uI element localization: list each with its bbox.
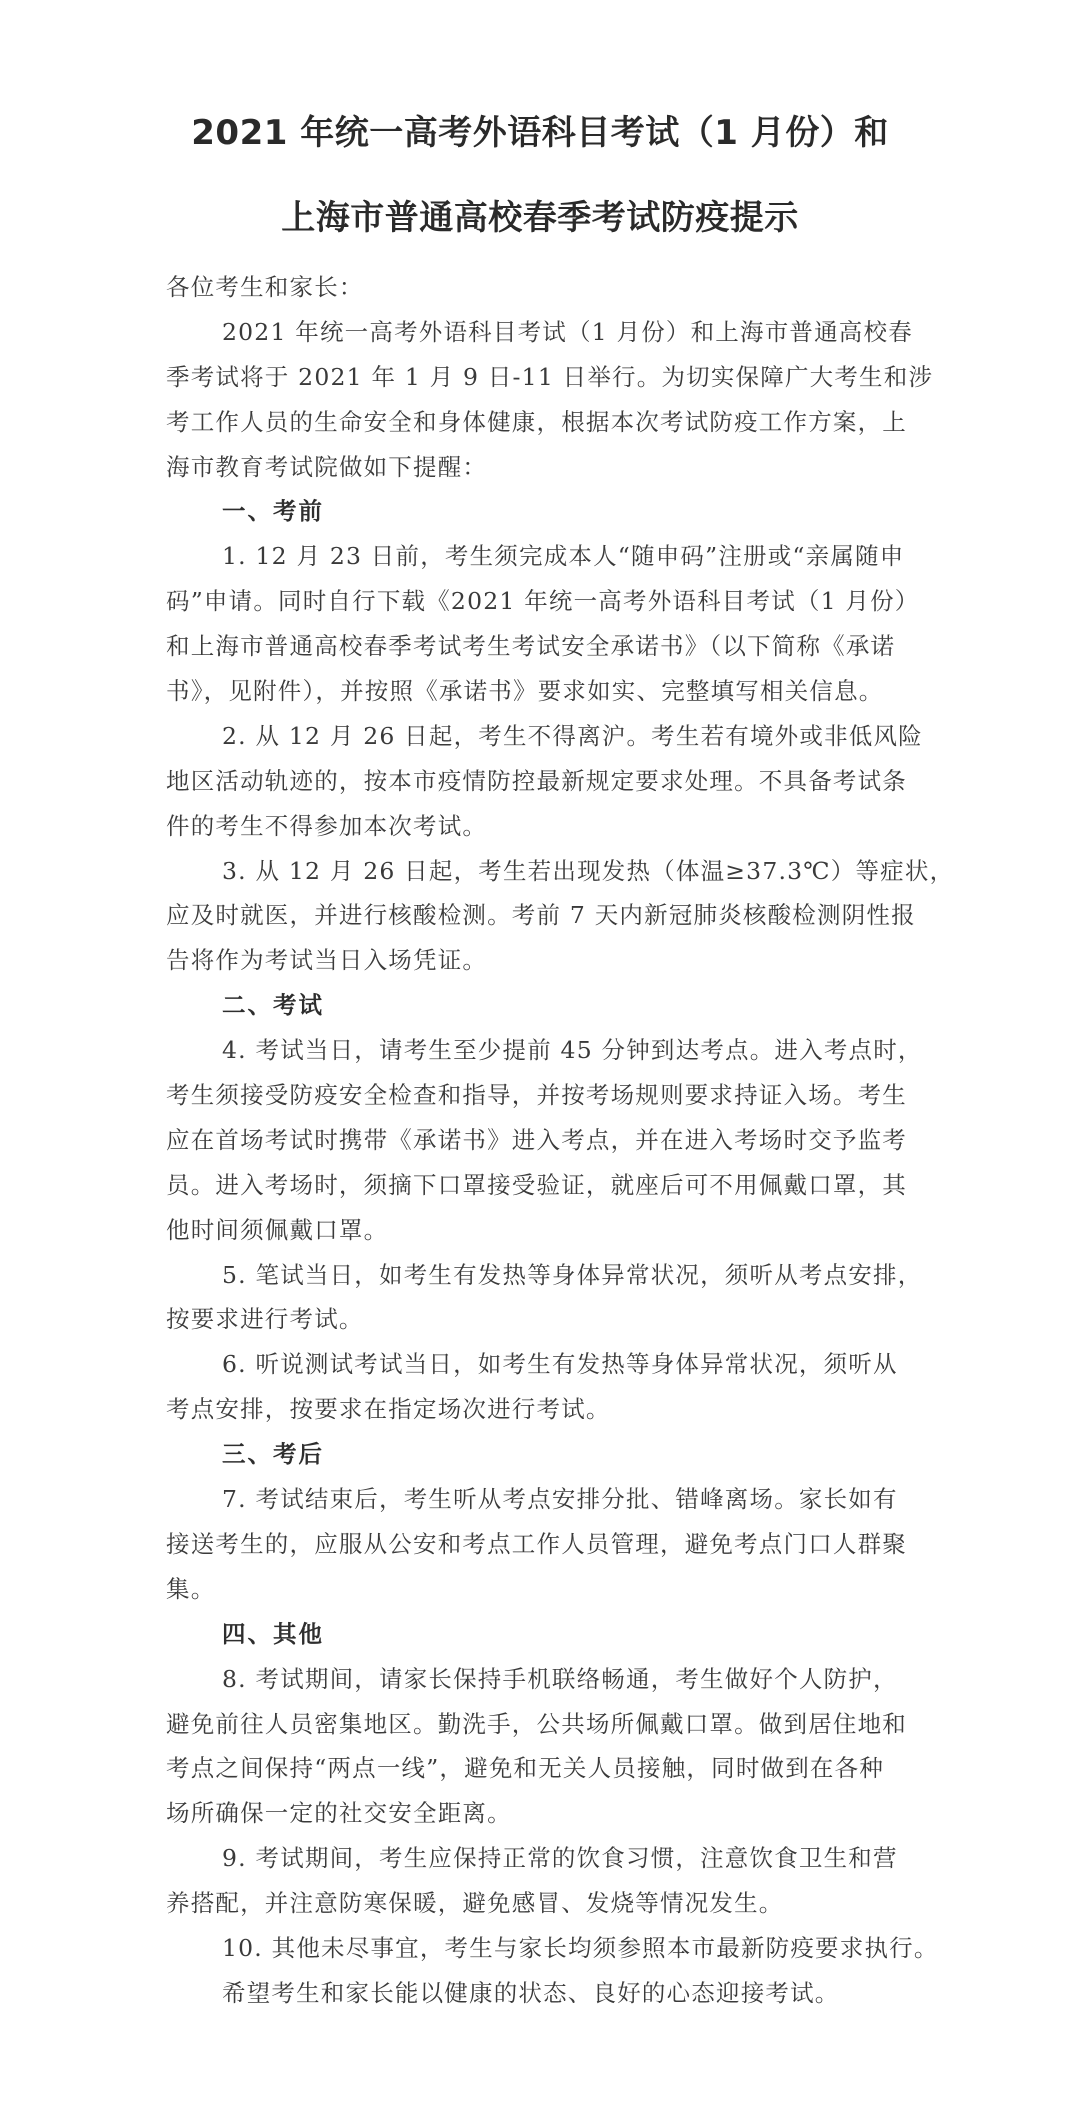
text-line: 6. 听说测试考试当日，如考生有发热等身体异常状况，须听从 [222, 1350, 898, 1379]
text-line: 9. 考试期间，考生应保持正常的饮食习惯，注意饮食卫生和营 [222, 1844, 898, 1873]
text-line: 场所确保一定的社交安全距离。 [166, 1799, 512, 1828]
text-line: 件的考生不得参加本次考试。 [166, 811, 488, 840]
text-line: 5. 笔试当日，如考生有发热等身体异常状况，须听从考点安排， [222, 1260, 923, 1289]
text-line: 告将作为考试当日入场凭证。 [166, 946, 488, 975]
text-line: 3. 从 12 月 26 日起，考生若出现发热（体温≥37.3℃）等症状， [222, 856, 955, 885]
document-body [166, 265, 955, 2016]
text-line: 地区活动轨迹的，按本市疫情防控最新规定要求处理。不具备考试条 [166, 766, 907, 795]
text-line: 海市教育考试院做如下提醒： [166, 452, 488, 481]
text-line: 考生须接受防疫安全检查和指导，并按考场规则要求持证入场。考生 [166, 1081, 907, 1110]
text-line: 考工作人员的生命安全和身体健康，根据本次考试防疫工作方案，上 [166, 407, 907, 436]
text-line: 10. 其他未尽事宜，考生与家长均须参照本市最新防疫要求执行。 [222, 1933, 939, 1962]
section-heading: 一、考前 [222, 497, 324, 526]
page-title-line-1: 2021 年统一高考外语科目考试（1 月份）和 [191, 113, 889, 153]
text-line: 按要求进行考试。 [166, 1305, 364, 1334]
text-line: 8. 考试期间，请家长保持手机联络畅通，考生做好个人防护， [222, 1664, 898, 1693]
page-title-line-2: 上海市普通高校春季考试防疫提示 [281, 198, 799, 238]
text-line: 应在首场考试时携带《承诺书》进入考点，并在进入考场时交予监考 [166, 1125, 907, 1154]
section-heading: 三、考后 [222, 1440, 324, 1469]
text-line: 书》，见附件），并按照《承诺书》要求如实、完整填写相关信息。 [166, 677, 884, 706]
text-line: 避免前往人员密集地区。勤洗手，公共场所佩戴口罩。做到居住地和 [166, 1709, 907, 1738]
text-line: 应及时就医，并进行核酸检测。考前 7 天内新冠肺炎核酸检测阴性报 [166, 901, 916, 930]
section-heading: 四、其他 [222, 1619, 324, 1648]
text-line: 2. 从 12 月 26 日起，考生不得离沪。考生若有境外或非低风险 [222, 721, 923, 750]
text-line: 考点安排，按要求在指定场次进行考试。 [166, 1395, 611, 1424]
text-line: 码”申请。同时自行下载《2021 年统一高考外语科目考试（1 月份） [166, 587, 920, 616]
text-line: 考点之间保持“两点一线”，避免和无关人员接触，同时做到在各种 [166, 1754, 885, 1783]
text-line: 各位考生和家长： [166, 273, 364, 301]
text-line: 季考试将于 2021 年 1 月 9 日-11 日举行。为切实保障广大考生和涉 [166, 362, 934, 391]
section-heading: 二、考试 [222, 991, 324, 1020]
text-line: 员。进入考场时，须摘下口罩接受验证，就座后可不用佩戴口罩，其 [166, 1170, 907, 1199]
text-line: 他时间须佩戴口罩。 [166, 1215, 389, 1244]
text-line: 集。 [166, 1574, 216, 1603]
text-line: 接送考生的，应服从公安和考点工作人员管理，避免考点门口人群聚 [166, 1529, 907, 1558]
text-line: 1. 12 月 23 日前，考生须完成本人“随申码”注册或“亲属随申 [222, 542, 905, 571]
text-line: 和上海市普通高校春季考试考生考试安全承诺书》（以下简称《承诺 [166, 632, 896, 661]
text-line: 7. 考试结束后，考生听从考点安排分批、错峰离场。家长如有 [222, 1485, 898, 1514]
text-line: 希望考生和家长能以健康的状态、良好的心态迎接考试。 [222, 1978, 840, 2007]
text-line: 养搭配，并注意防寒保暖，避免感冒、发烧等情况发生。 [166, 1889, 784, 1918]
text-line: 2021 年统一高考外语科目考试（1 月份）和上海市普通高校春 [222, 317, 913, 346]
text-line: 4. 考试当日，请考生至少提前 45 分钟到达考点。进入考点时， [222, 1036, 923, 1065]
